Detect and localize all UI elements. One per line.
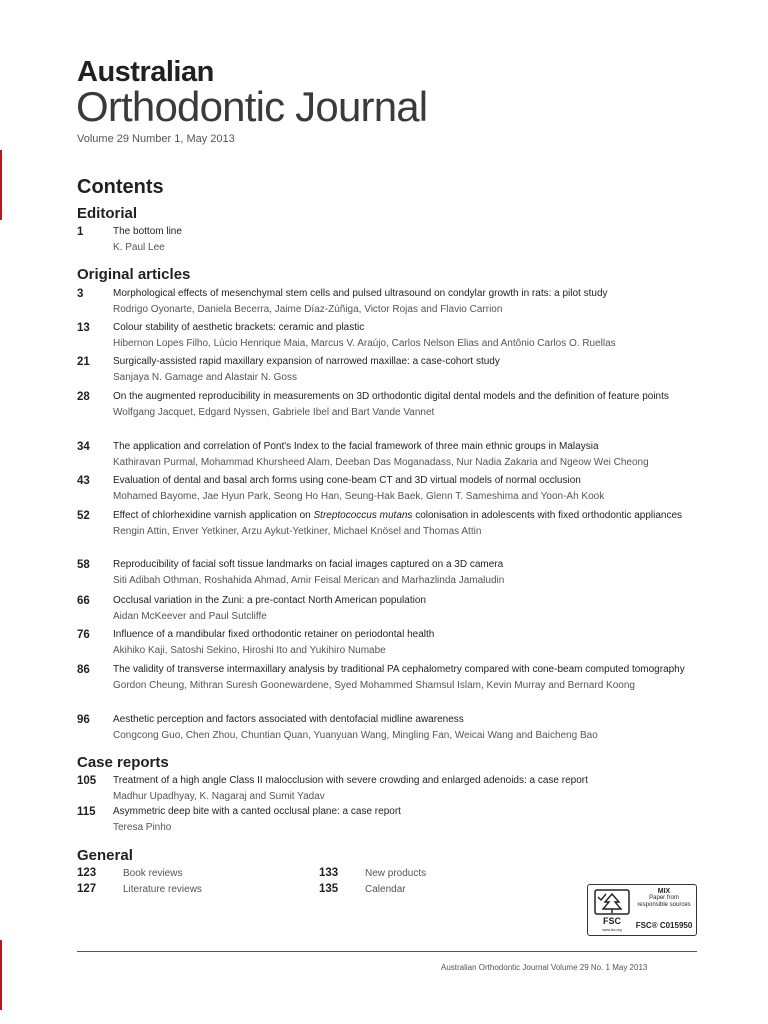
article-title: On the augmented reproducibility in measurements on 3D orthodontic digital dental models and the definition of feature points: [113, 391, 669, 402]
general-item-label: New products: [365, 868, 427, 879]
article-title-species: Streptococcus mutans: [313, 510, 413, 521]
article-title: Aesthetic perception and factors associated with dentofacial midline awareness: [113, 714, 464, 725]
page-number: 123: [77, 867, 97, 879]
article-title: The bottom line: [113, 226, 182, 237]
article-title: Colour stability of aesthetic brackets: ceramic and plastic: [113, 322, 365, 333]
article-title: Surgically-assisted rapid maxillary expansion of narrowed maxillae: a case-cohort study: [113, 356, 500, 367]
general-item-label: Literature reviews: [123, 884, 202, 895]
article-authors: Hibernon Lopes Filho, Lúcio Henrique Maia, Marcus V. Araújo, Carlos Nelson Elias and Antônio Carlos O. Ruellas: [113, 338, 616, 349]
article-authors: Teresa Pinho: [113, 822, 172, 833]
fsc-code: FSC® C015950: [635, 921, 693, 930]
footer-rule: [77, 951, 697, 952]
general-item-label: Book reviews: [123, 868, 183, 879]
toc-entry[interactable]: [77, 712, 699, 743]
toc-entry[interactable]: [77, 773, 699, 804]
article-authors: K. Paul Lee: [113, 242, 165, 253]
page-number: 133: [319, 867, 339, 879]
section-heading-editorial: Editorial: [77, 205, 138, 222]
toc-entry[interactable]: [77, 662, 699, 693]
article-title: Treatment of a high angle Class II malocclusion with severe crowding and enlarged adenoids: a case report: [113, 775, 588, 786]
article-title: Reproducibility of facial soft tissue landmarks on facial images captured on a 3D camera: [113, 559, 504, 570]
toc-entry[interactable]: [77, 439, 699, 470]
page-number: 21: [77, 356, 90, 368]
fsc-logo-text: FSC: [603, 916, 621, 926]
fsc-mix: MIX: [657, 888, 671, 895]
article-title: Evaluation of dental and basal arch forms using cone-beam CT and 3D virtual models of normal occlusion: [113, 475, 581, 486]
fsc-tree-logo-icon: [594, 889, 630, 933]
page-number: 34: [77, 441, 90, 453]
toc-entry[interactable]: [77, 389, 699, 420]
fsc-logo-url: www.fsc.org: [602, 928, 622, 932]
article-title: Occlusal variation in the Zuni: a pre-contact North American population: [113, 595, 426, 606]
toc-entry[interactable]: [77, 627, 699, 658]
page-number: 28: [77, 391, 90, 403]
page-number: 86: [77, 664, 90, 676]
page-number: 96: [77, 714, 90, 726]
article-title: Influence of a mandibular fixed orthodontic retainer on periodontal health: [113, 629, 435, 640]
page-number: 52: [77, 510, 90, 522]
toc-entry[interactable]: [77, 320, 699, 351]
article-authors: Congcong Guo, Chen Zhou, Chuntian Quan, Yuanyuan Wang, Mingling Fan, Weicai Wang and Baicheng Bao: [113, 730, 598, 741]
page-number: 105: [77, 775, 97, 787]
toc-entry[interactable]: [77, 473, 699, 504]
page-number: 43: [77, 475, 90, 487]
fsc-text-block: [634, 888, 694, 909]
page-number: 127: [77, 883, 97, 895]
page-number: 1: [77, 226, 84, 238]
article-title: Asymmetric deep bite with a canted occlusal plane: a case report: [113, 806, 401, 817]
article-authors: Gordon Cheung, Mithran Suresh Goonewardene, Syed Mohammed Shamsul Islam, Kevin Murray and Bernard Koong: [113, 680, 635, 691]
fsc-line2: responsible sources: [637, 902, 691, 908]
page-number: 13: [77, 322, 90, 334]
article-authors: Wolfgang Jacquet, Edgard Nyssen, Gabriele Ibel and Bart Vande Vannet: [113, 407, 435, 418]
page-number: 3: [77, 288, 84, 300]
article-authors: Aidan McKeever and Paul Sutcliffe: [113, 611, 267, 622]
section-heading-general: General: [77, 847, 133, 864]
article-authors: Akihiko Kaji, Satoshi Sekino, Hiroshi Ito and Yukihiro Numabe: [113, 645, 386, 656]
edge-mark-bottom: [0, 940, 2, 1010]
page-number: 58: [77, 559, 90, 571]
article-authors: Rengin Attin, Enver Yetkiner, Arzu Aykut-Yetkiner, Michael Knösel and Thomas Attin: [113, 526, 482, 537]
issue-info: Volume 29 Number 1, May 2013: [77, 133, 235, 145]
general-item-label: Calendar: [365, 884, 406, 895]
article-authors: Rodrigo Oyonarte, Daniela Becerra, Jaime Díaz-Zúñiga, Victor Rojas and Flavio Carrion: [113, 304, 503, 315]
page-number: 115: [77, 806, 96, 818]
article-title: The application and correlation of Pont's Index to the facial framework of three main ethnic groups in Malaysia: [113, 441, 599, 452]
article-authors: Kathiravan Purmal, Mohammad Khursheed Alam, Deeban Das Moganadass, Nur Nadia Zakaria and Ngeow Wei Cheong: [113, 457, 649, 468]
toc-entry[interactable]: [77, 354, 699, 385]
article-title-part: Effect of chlorhexidine varnish application on: [113, 510, 314, 521]
article-authors: Mohamed Bayome, Jae Hyun Park, Seong Ho Han, Seung-Hak Baek, Glenn T. Sameshima and Yoon-Ah Kook: [113, 491, 605, 502]
section-heading-original-articles: Original articles: [77, 266, 191, 283]
article-authors: Sanjaya N. Gamage and Alastair N. Goss: [113, 372, 297, 383]
contents-heading: Contents: [77, 176, 164, 198]
fsc-line1: Paper from: [649, 895, 679, 901]
section-heading-case-reports: Case reports: [77, 754, 169, 771]
toc-entry[interactable]: [77, 804, 699, 835]
article-title: Morphological effects of mesenchymal stem cells and pulsed ultrasound on condylar growth in rats: a pilot study: [113, 288, 608, 299]
journal-title-line2: Orthodontic Journal: [76, 83, 428, 130]
fsc-label: [587, 884, 697, 936]
page-number: 135: [319, 883, 339, 895]
article-title: The validity of transverse intermaxillary analysis by traditional PA cephalometry compared with cone-beam computed tomography: [113, 664, 685, 675]
toc-entry[interactable]: [77, 557, 699, 588]
page-number: 66: [77, 595, 90, 607]
article-authors: Madhur Upadhyay, K. Nagaraj and Sumit Yadav: [113, 791, 325, 802]
article-title: [113, 508, 699, 524]
footer-text: Australian Orthodontic Journal Volume 29 No. 1 May 2013: [441, 963, 648, 972]
article-title-part: colonisation in adolescents with fixed orthodontic appliances: [412, 510, 683, 521]
toc-entry[interactable]: [77, 224, 699, 255]
article-authors: Siti Adibah Othman, Roshahida Ahmad, Amir Feisal Merican and Marhazlinda Jamaludin: [113, 575, 505, 586]
toc-entry[interactable]: [77, 286, 699, 317]
journal-title-line1: Australian: [77, 56, 214, 88]
toc-entry[interactable]: [77, 508, 699, 539]
page-number: 76: [77, 629, 90, 641]
edge-mark-top: [0, 150, 2, 220]
toc-entry[interactable]: [77, 593, 699, 624]
